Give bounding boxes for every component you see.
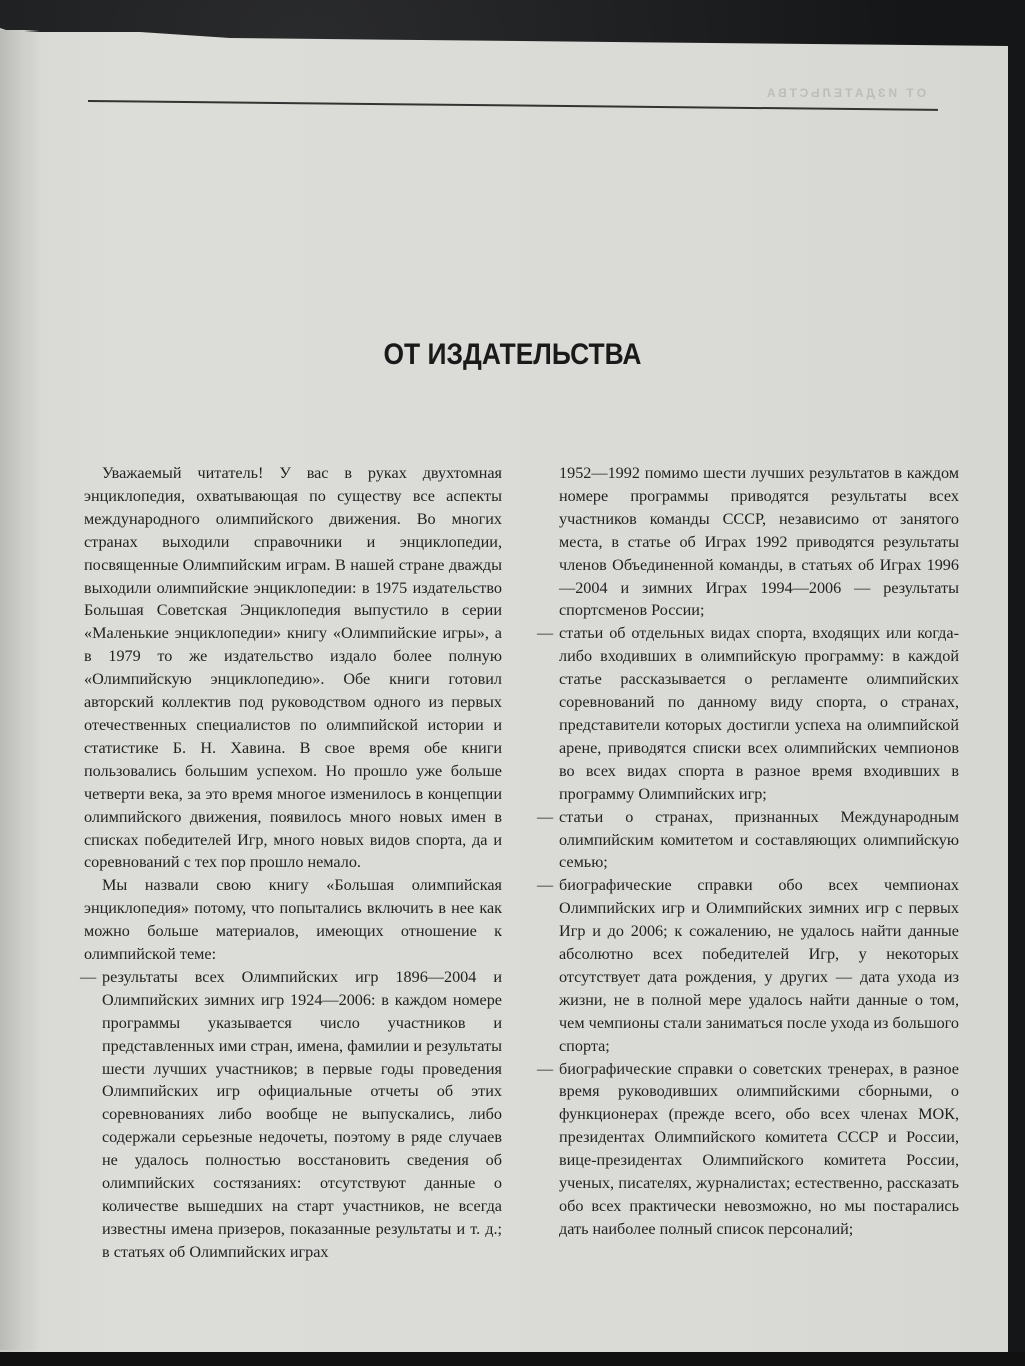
list-item — [537, 1058, 959, 1241]
page-fold-shadow — [0, 30, 40, 1350]
list-item-text: статьи о странах, признанных Международным олимпийским комитетом и составляющих олимпийскую семью; — [559, 807, 959, 872]
list-item — [537, 806, 959, 875]
list-item-text: 1952—1992 помимо шести лучших результатов в каждом номере программы приводятся результаты всех участников команды СССР, независимо от занятого места, в статье об Играх 1992 приводятся результаты членов Объединенной команды, в статьях об Играх 1996—2004 и зимних Играх 1994—2006 — результаты спортсменов России; — [559, 464, 959, 620]
bottom-edge — [0, 1352, 1025, 1366]
list-item-text: биографические справки о советских тренерах, в разное время руководивших олимпийскими сборными, о функционерах (прежде всего, обо всех членах МОК, президентах Олимпийского комитета СССР и России, вице-президентах Олимпийского комитета России, ученых, писателях, журналистах; естественно, рассказать обо всех практически невозможно, но мы постарались дать наиболее полный список персоналий; — [559, 1059, 959, 1238]
dash-bullet: — — [537, 1059, 554, 1078]
bleed-through-header: ОТ ИЗДАТЕЛЬСТВА — [763, 86, 927, 100]
right-column — [537, 462, 959, 1241]
list-item-text: результаты всех Олимпийских игр 1896—2004 и Олимпийских зимних игр 1924—2006: в каждом номере программы указывается число участников и представленных ими стран, имена, фамилии и результаты шести лучших участников; в первые годы проведения Олимпийских игр официальные отчеты об этих соревнованиях либо вообще не выпускались, либо содержали серьезные недочеты, поэтому в ряде случаев не удалось полностью восстановить сведения об олимпийских состязаниях: отсутствуют данные о количестве вышедших на старт участников, не всегда известны имена призеров, показанные результаты и т. д.; в статьях об Олимпийских играх — [102, 967, 502, 1261]
list-item — [537, 874, 959, 1057]
list-item — [80, 966, 502, 1264]
dash-bullet: — — [537, 624, 554, 643]
intro-paragraph: Уважаемый читатель! У вас в руках двухтомная энциклопедия, охватывающая по существу все аспекты международного олимпийского движения. Во многих странах выходили справочники и энциклопедии, посвященные Олимпийским играм. В нашей стране дважды выходили олимпийские энциклопедии: в 1975 издательство Большая Советская Энциклопедия выпустило в серии «Маленькие энциклопедии» книгу «Олимпийские игры», а в 1979 то же издательство издало более полную «Олимпийскую энциклопедию». Обе книги готовил авторский коллектив под руководством одного из первых отечественных специалистов по олимпийской истории и статистике Б. Н. Хавина. В свое время обе книги пользовались большим успехом. Но прошло уже больше четверти века, за это время многое изменилось в концепции олимпийского движения, появилось много новых имен в списках победителей Игр, много новых видов спорта, да и соревнований с тех пор прошло немало. — [84, 464, 502, 872]
left-column — [80, 462, 502, 1264]
list-item-text: биографические справки обо всех чемпионах Олимпийских игр и Олимпийских зимних игр с первых Игр и до 2006; к сожалению, не удалось найти данные абсолютно всех победителей Игр, у некоторых отсутствует дата рождения, у других — дата ухода из жизни, не в полной мере удалось найти данные о том, чем чемпионы стали заниматься после ухода из большого спорта; — [559, 876, 959, 1055]
page-title: ОТ ИЗДАТЕЛЬСТВА — [383, 338, 642, 371]
scope-paragraph: Мы назвали свою книгу «Большая олимпийская энциклопедия» потому, что попытались включить в нее как можно больше материалов, имеющих отношение к олимпийской теме: — [84, 876, 502, 964]
dash-bullet: — — [80, 967, 97, 986]
dash-bullet: — — [537, 876, 554, 895]
list-item-text: статьи об отдельных видах спорта, входящих или когда-либо входивших в олимпийскую программу: в каждой статье рассказывается о регламенте олимпийских соревнований по данному виду спорта, о странах, представители которых достигли успеха на олимпийской арене, приводятся списки всех олимпийских чемпионов во всех видах спорта в разное время входивших в программу Олимпийских игр; — [559, 624, 959, 803]
list-item — [537, 622, 959, 805]
dash-bullet: — — [537, 807, 554, 826]
list-item-continuation — [541, 462, 959, 622]
